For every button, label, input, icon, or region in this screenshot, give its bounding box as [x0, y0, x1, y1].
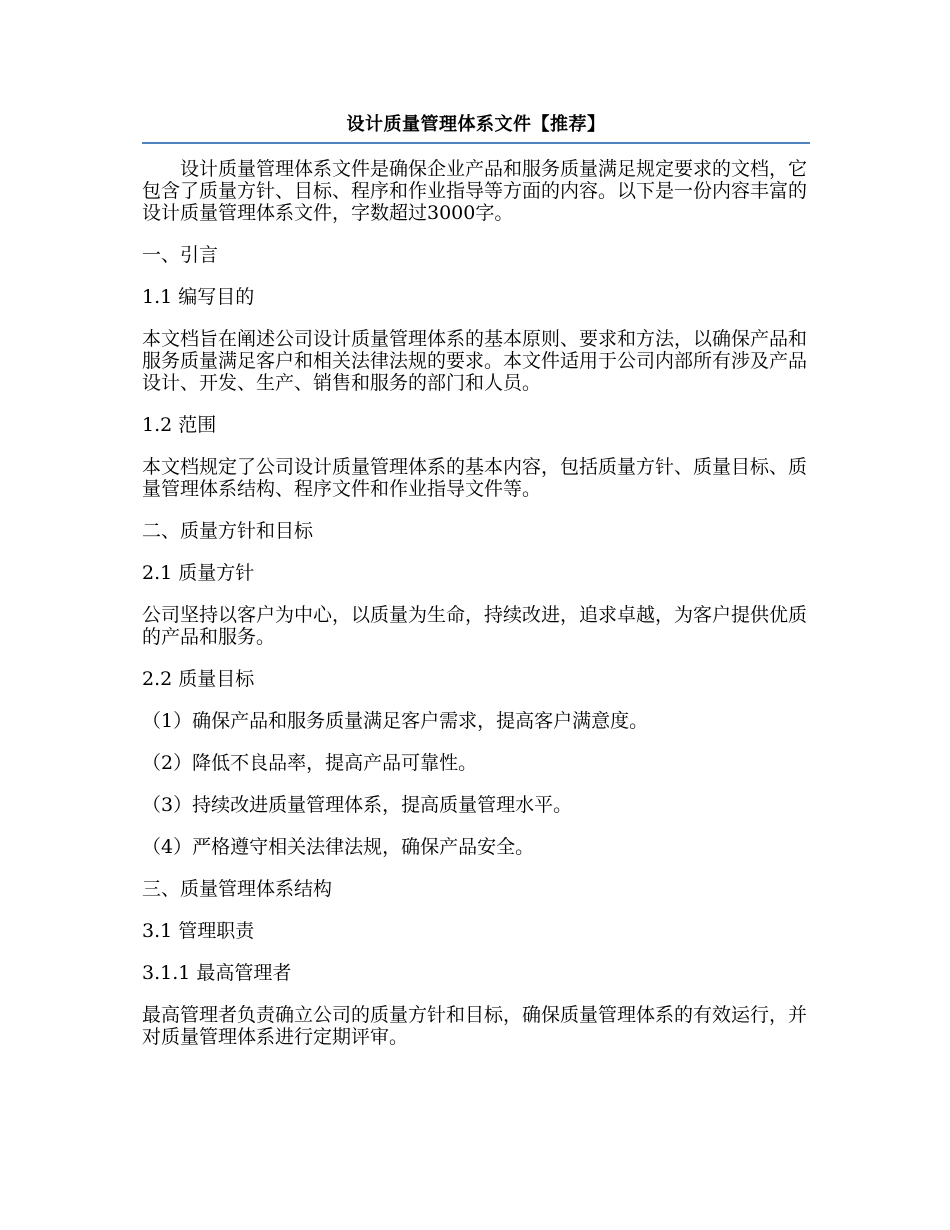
- goal-item: （4）严格遵守相关法律法规，确保产品安全。: [142, 836, 535, 858]
- section-2-1-heading: 2.1 质量方针: [142, 562, 255, 584]
- title-block: [142, 112, 810, 144]
- section-2-heading: 二、质量方针和目标: [142, 520, 314, 542]
- section-3-heading: 三、质量管理体系结构: [142, 878, 333, 900]
- section-1-heading: 一、引言: [142, 244, 219, 266]
- goal-item: （1）确保产品和服务质量满足客户需求，提高客户满意度。: [142, 710, 649, 732]
- section-3-1-1-heading: 3.1.1 最高管理者: [142, 962, 292, 984]
- section-2-1-text: 公司坚持以客户为中心，以质量为生命，持续改进，追求卓越，为客户提供优质的产品和服务。: [142, 604, 808, 648]
- section-1-1-text: 本文档旨在阐述公司设计质量管理体系的基本原则、要求和方法，以确保产品和服务质量满足客户和相关法律法规的要求。本文件适用于公司内部所有涉及产品设计、开发、生产、销售和服务的部门和人员。: [142, 328, 808, 394]
- section-1-2-text: 本文档规定了公司设计质量管理体系的基本内容，包括质量方针、质量目标、质量管理体系结构、程序文件和作业指导文件等。: [142, 456, 808, 500]
- section-3-1-heading: 3.1 管理职责: [142, 920, 255, 942]
- goal-item: （2）降低不良品率，提高产品可靠性。: [142, 752, 478, 774]
- document-title: 设计质量管理体系文件【推荐】: [346, 114, 606, 135]
- document-body: [142, 158, 810, 1068]
- goal-item: （3）持续改进质量管理体系，提高质量管理水平。: [142, 794, 573, 816]
- section-2-2-heading: 2.2 质量目标: [142, 668, 255, 690]
- section-1-1-heading: 1.1 编写目的: [142, 286, 255, 308]
- intro-paragraph: 设计质量管理体系文件是确保企业产品和服务质量满足规定要求的文档，它包含了质量方针、目标、程序和作业指导等方面的内容。以下是一份内容丰富的设计质量管理体系文件，字数超过3000字。: [142, 158, 808, 224]
- section-3-1-1-text: 最高管理者负责确立公司的质量方针和目标，确保质量管理体系的有效运行，并对质量管理体系进行定期评审。: [142, 1004, 808, 1048]
- section-1-2-heading: 1.2 范围: [142, 414, 217, 436]
